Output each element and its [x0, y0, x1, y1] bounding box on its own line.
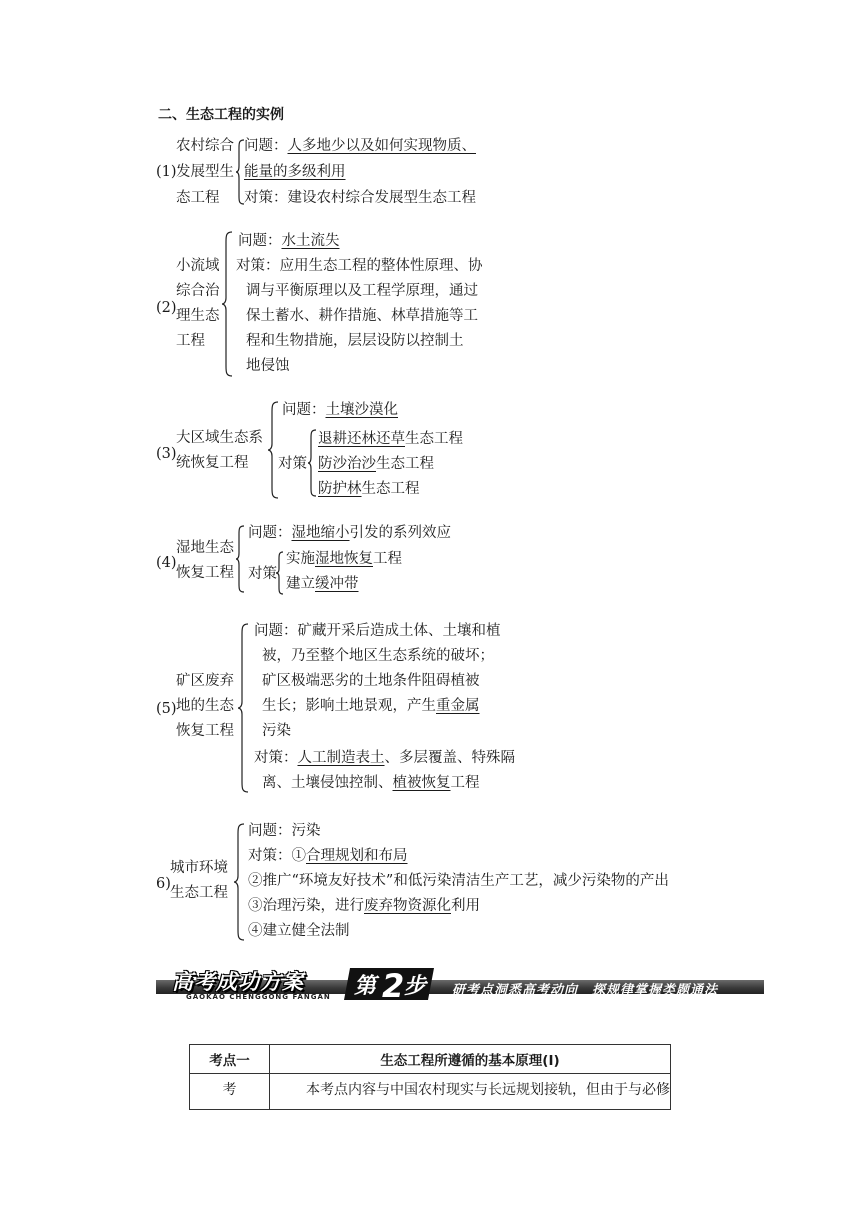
- part-badge: [344, 964, 436, 1002]
- banner-pinyin: GAOKAO CHENGGONG FANGAN: [186, 993, 331, 1001]
- section-banner: [156, 966, 764, 1004]
- example-number: 6): [156, 876, 171, 892]
- brace: [276, 552, 285, 594]
- problem-line: 问题：水土流失: [238, 233, 340, 249]
- problem-line: 问题：湿地缩小引发的系列效应: [248, 525, 451, 541]
- measure-label: 对策: [278, 456, 307, 472]
- problem-line: 污染: [262, 723, 291, 739]
- example-name: 矿区废弃: [176, 673, 234, 689]
- example-name: 城市环境: [170, 860, 228, 876]
- measure-line: 对策：人工制造表土、多层覆盖、特殊隔: [254, 750, 515, 766]
- measure-line: 地侵蚀: [246, 358, 290, 374]
- brace: [268, 402, 280, 498]
- table-row: [190, 1074, 671, 1110]
- table-cell: 考: [190, 1074, 270, 1110]
- measure-line: 保土蓄水、耕作措施、林草措施等工: [246, 308, 478, 324]
- example-number: (5): [156, 701, 177, 717]
- part-number: 2: [382, 967, 405, 1002]
- brace: [234, 824, 246, 940]
- measure-line: 程和生物措施，层层设防以控制土: [246, 333, 464, 349]
- measure-line: 调与平衡原理以及工程学原理，通过: [246, 283, 478, 299]
- example-name: 大区域生态系: [176, 430, 263, 446]
- example-name: 综合治: [176, 283, 220, 299]
- example-name: 湿地生态: [176, 540, 234, 556]
- example-name: 态工程: [176, 190, 220, 206]
- table-cell: 生态工程所遵循的基本原理(Ⅰ): [270, 1045, 671, 1074]
- example-name: 农村综合: [176, 138, 234, 154]
- example-name: 恢复工程: [176, 565, 234, 581]
- brace: [222, 232, 234, 376]
- table-cell: 考点一: [190, 1045, 270, 1074]
- example-number: (3): [156, 446, 177, 462]
- banner-title: 高考成功方案: [172, 970, 304, 994]
- table-cell: 本考点内容与中国农村现实与长远规划接轨，但由于与必修: [270, 1074, 671, 1110]
- example-number: (2): [156, 300, 177, 316]
- measure-item: 实施湿地恢复工程: [286, 551, 402, 567]
- measure-label: 对策: [248, 566, 277, 582]
- example-number: (1): [156, 164, 177, 180]
- measure-item: 防沙治沙生态工程: [318, 456, 434, 472]
- example-name: 恢复工程: [176, 723, 234, 739]
- example-name: 生态工程: [170, 885, 228, 901]
- problem-line: 问题：矿藏开采后造成土体、土壤和植: [254, 623, 501, 639]
- brace: [238, 624, 250, 792]
- measure-line: ③治理污染，进行废弃物资源化利用: [248, 898, 480, 914]
- measure-line: ②推广“环境友好技术”和低污染清洁生产工艺，减少污染物的产出: [248, 873, 669, 889]
- example-name: 统恢复工程: [176, 455, 249, 471]
- brace: [236, 526, 246, 592]
- measure-item: 建立缓冲带: [286, 576, 359, 592]
- example-name: 工程: [176, 333, 205, 349]
- measure-line: 离、土壤侵蚀控制、植被恢复工程: [262, 775, 480, 791]
- problem-line: 问题：人多地少以及如何实现物质、: [244, 138, 476, 154]
- part-suffix: 步: [404, 974, 427, 999]
- measure-line: 对策：建设农村综合发展型生态工程: [244, 190, 476, 206]
- problem-line: 能量的多级利用: [244, 164, 346, 180]
- measure-line: 对策：应用生态工程的整体性原理、协: [236, 258, 483, 274]
- example-name: 小流域: [176, 258, 220, 274]
- banner-slogan: 研考点洞悉高考动向 探规律掌握类题通法: [452, 983, 719, 998]
- measure-line: 对策：①合理规划和布局: [248, 848, 408, 864]
- example-number: (4): [156, 555, 177, 571]
- problem-line: 问题：污染: [248, 823, 321, 839]
- problem-line: 被，乃至整个地区生态系统的破坏；: [262, 648, 494, 664]
- example-name: 理生态: [176, 308, 220, 324]
- table-row: [190, 1045, 671, 1074]
- measure-line: ④建立健全法制: [248, 923, 350, 939]
- brace: [308, 430, 318, 496]
- exam-point-table: [189, 1044, 671, 1110]
- section-heading: 二、生态工程的实例: [158, 107, 284, 123]
- problem-line: 问题：土壤沙漠化: [282, 402, 398, 418]
- part-prefix: 第: [354, 974, 377, 999]
- measure-item: 防护林生态工程: [318, 481, 420, 497]
- example-name: 地的生态: [176, 698, 234, 714]
- example-name: 发展型生: [176, 164, 234, 180]
- measure-item: 退耕还林还草生态工程: [318, 431, 463, 447]
- problem-line: 矿区极端恶劣的土地条件阻碍植被: [262, 673, 480, 689]
- problem-line: 生长；影响土地景观，产生重金属: [262, 698, 480, 714]
